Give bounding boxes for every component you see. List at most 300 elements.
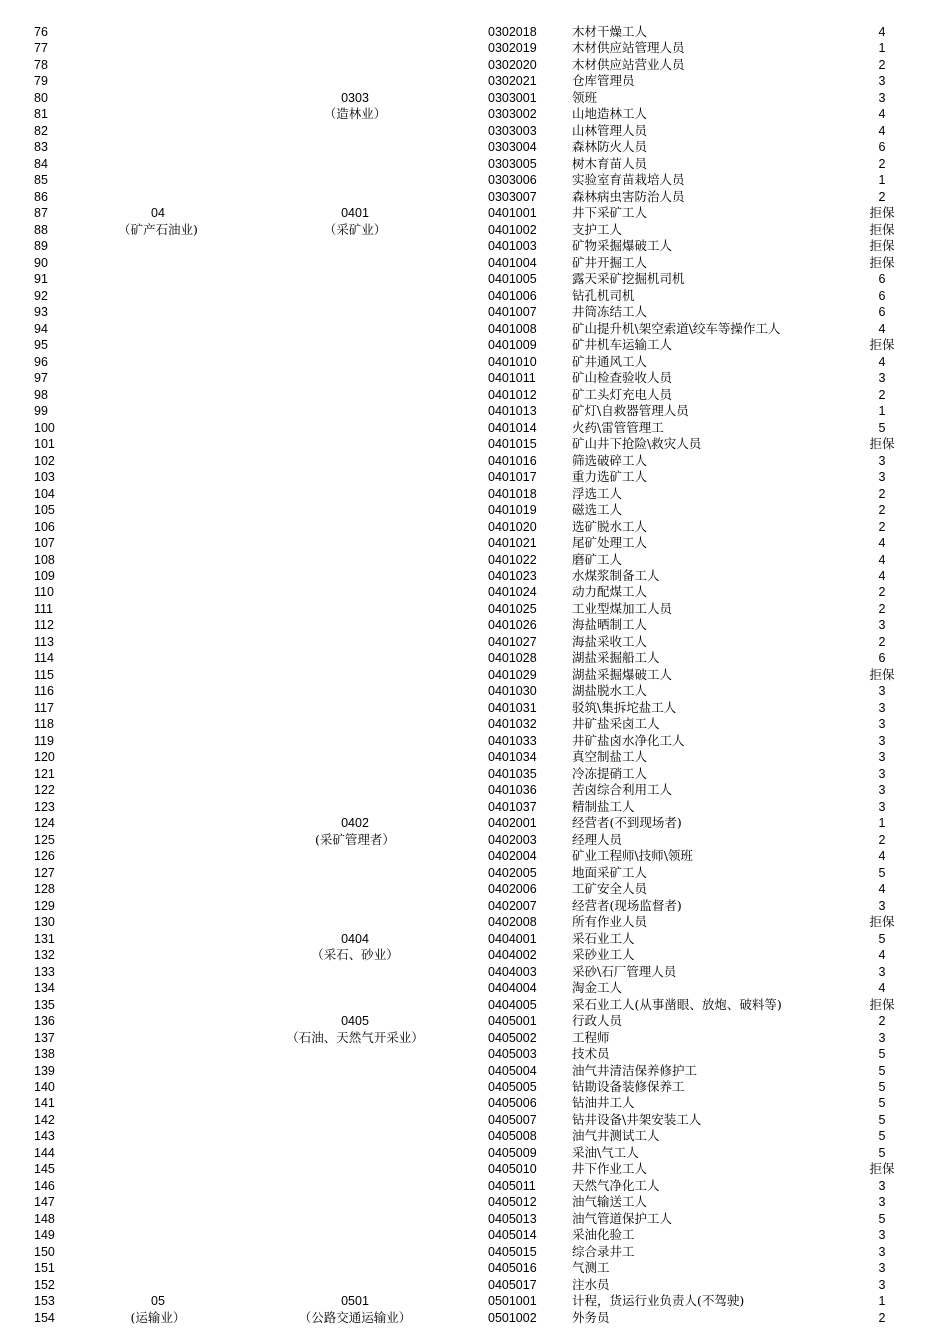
occupation-code: 0404003 bbox=[488, 964, 537, 979]
row-number: 142 bbox=[34, 1112, 55, 1127]
occupation-risk-table bbox=[0, 24, 950, 1326]
row-number: 117 bbox=[34, 700, 54, 715]
row-number: 124 bbox=[34, 816, 55, 831]
row-number: 129 bbox=[34, 898, 55, 913]
occupation-name: 冷冻提硝工人 bbox=[572, 765, 648, 781]
row-number: 84 bbox=[34, 156, 48, 171]
occupation-name: 井下采矿工人 bbox=[572, 205, 648, 221]
risk-class: 2 bbox=[878, 601, 886, 616]
row-number: 115 bbox=[34, 667, 54, 682]
category-label: (运输业） bbox=[130, 1309, 186, 1325]
row-number: 83 bbox=[34, 140, 48, 155]
row-number: 141 bbox=[34, 1096, 55, 1111]
occupation-code: 0405009 bbox=[488, 1145, 537, 1160]
occupation-code: 0401031 bbox=[488, 700, 537, 715]
category-label: 05 bbox=[151, 1294, 165, 1309]
table-row bbox=[0, 1211, 950, 1227]
table-row bbox=[0, 914, 950, 930]
risk-class: 3 bbox=[878, 1178, 886, 1193]
occupation-name: 采砂\石厂管理人员 bbox=[572, 963, 677, 979]
risk-class: 拒保 bbox=[869, 221, 895, 237]
occupation-name: 木材干燥工人 bbox=[572, 24, 648, 39]
table-row bbox=[0, 1079, 950, 1095]
risk-class: 3 bbox=[878, 766, 886, 781]
risk-class: 3 bbox=[878, 1261, 886, 1276]
table-row bbox=[0, 354, 950, 370]
risk-class: 拒保 bbox=[869, 238, 895, 254]
risk-class: 2 bbox=[878, 1310, 886, 1325]
occupation-code: 0405014 bbox=[488, 1228, 537, 1243]
occupation-name: 驳筑\集拆坨盐工人 bbox=[572, 699, 677, 715]
risk-class: 拒保 bbox=[869, 205, 895, 221]
occupation-name: 淘金工人 bbox=[572, 980, 623, 996]
occupation-code: 0401009 bbox=[488, 338, 537, 353]
row-number: 89 bbox=[34, 239, 48, 254]
row-number: 135 bbox=[34, 997, 55, 1012]
row-number: 91 bbox=[34, 272, 48, 287]
occupation-code: 0303006 bbox=[488, 173, 537, 188]
occupation-name: 钻勘设备装修保养工 bbox=[572, 1079, 685, 1094]
occupation-name: 筛选破碎工人 bbox=[572, 452, 648, 468]
risk-class: 5 bbox=[878, 1080, 886, 1094]
occupation-name: 重力选矿工人 bbox=[572, 469, 648, 485]
table-row bbox=[0, 898, 950, 914]
table-row bbox=[0, 617, 950, 633]
risk-class: 4 bbox=[878, 981, 886, 996]
subcategory-label: (采矿管理者） bbox=[315, 831, 395, 847]
occupation-code: 0401006 bbox=[488, 288, 537, 303]
occupation-code: 0401027 bbox=[488, 634, 537, 649]
risk-class: 3 bbox=[878, 964, 886, 979]
row-number: 97 bbox=[34, 371, 48, 386]
table-row bbox=[0, 667, 950, 683]
row-number: 81 bbox=[34, 107, 48, 122]
row-number: 106 bbox=[34, 519, 55, 534]
occupation-code: 0401016 bbox=[488, 453, 537, 468]
occupation-code: 0405004 bbox=[488, 1063, 537, 1078]
table-row bbox=[0, 288, 950, 304]
row-number: 152 bbox=[34, 1277, 55, 1292]
risk-class: 1 bbox=[878, 404, 886, 419]
table-row bbox=[0, 931, 950, 947]
table-row bbox=[0, 1030, 950, 1046]
risk-class: 3 bbox=[878, 470, 886, 485]
risk-class: 2 bbox=[878, 189, 886, 204]
occupation-code: 0405006 bbox=[488, 1096, 537, 1111]
table-row bbox=[0, 1128, 950, 1144]
table-row bbox=[0, 403, 950, 419]
risk-class: 拒保 bbox=[869, 914, 895, 930]
occupation-code: 0401014 bbox=[488, 420, 537, 435]
subcategory-label: （采矿业） bbox=[323, 221, 387, 237]
row-number: 78 bbox=[34, 57, 48, 72]
risk-class: 1 bbox=[878, 41, 886, 56]
occupation-code: 0404005 bbox=[488, 997, 537, 1012]
occupation-name: 地面采矿工人 bbox=[572, 864, 648, 880]
occupation-name: 露天采矿挖掘机司机 bbox=[572, 271, 685, 287]
table-row bbox=[0, 40, 950, 56]
risk-class: 拒保 bbox=[869, 1161, 895, 1177]
table-row bbox=[0, 502, 950, 518]
risk-class: 3 bbox=[878, 1244, 886, 1259]
table-row bbox=[0, 1046, 950, 1062]
table-row bbox=[0, 634, 950, 650]
risk-class: 1 bbox=[878, 173, 886, 188]
occupation-code: 0303003 bbox=[488, 123, 537, 138]
row-number: 133 bbox=[34, 964, 55, 979]
occupation-code: 0401037 bbox=[488, 799, 537, 814]
row-number: 98 bbox=[34, 387, 48, 402]
row-number: 128 bbox=[34, 882, 55, 897]
row-number: 127 bbox=[34, 865, 55, 880]
occupation-name: 领班 bbox=[572, 89, 598, 105]
row-number: 82 bbox=[34, 123, 48, 138]
table-row bbox=[0, 1063, 950, 1079]
occupation-code: 0401013 bbox=[488, 404, 537, 419]
occupation-code: 0402007 bbox=[488, 898, 537, 913]
table-row bbox=[0, 766, 950, 782]
occupation-name: 选矿脱水工人 bbox=[572, 518, 648, 534]
table-row bbox=[0, 782, 950, 798]
row-number: 123 bbox=[34, 799, 55, 814]
table-row bbox=[0, 172, 950, 188]
table-row bbox=[0, 865, 950, 881]
row-number: 145 bbox=[34, 1162, 55, 1177]
row-number: 111 bbox=[34, 601, 54, 616]
row-number: 131 bbox=[34, 931, 55, 946]
occupation-name: 山林管理人员 bbox=[572, 122, 648, 138]
table-row bbox=[0, 799, 950, 815]
table-row bbox=[0, 1293, 950, 1309]
row-number: 136 bbox=[34, 1014, 55, 1029]
occupation-name: 木材供应站管理人员 bbox=[572, 40, 685, 56]
row-number: 77 bbox=[34, 41, 48, 56]
occupation-name: 计程，货运行业负责人(不驾驶) bbox=[572, 1293, 745, 1309]
occupation-code: 0401034 bbox=[488, 750, 537, 765]
occupation-code: 0401026 bbox=[488, 618, 537, 633]
table-row bbox=[0, 519, 950, 535]
occupation-name: 树木育苗人员 bbox=[572, 155, 648, 171]
table-row bbox=[0, 650, 950, 666]
row-number: 126 bbox=[34, 849, 55, 864]
table-row bbox=[0, 1194, 950, 1210]
row-number: 150 bbox=[34, 1244, 55, 1259]
table-row bbox=[0, 387, 950, 403]
occupation-code: 0405016 bbox=[488, 1261, 537, 1276]
table-row bbox=[0, 716, 950, 732]
row-number: 144 bbox=[34, 1145, 55, 1160]
occupation-code: 0401023 bbox=[488, 568, 537, 583]
occupation-code: 0405015 bbox=[488, 1244, 537, 1259]
table-row bbox=[0, 700, 950, 716]
risk-class: 5 bbox=[878, 420, 886, 435]
risk-class: 1 bbox=[878, 816, 886, 831]
row-number: 80 bbox=[34, 90, 48, 105]
row-number: 86 bbox=[34, 189, 48, 204]
row-number: 112 bbox=[34, 618, 54, 633]
risk-class: 3 bbox=[878, 453, 886, 468]
table-row bbox=[0, 1310, 950, 1326]
risk-class: 5 bbox=[878, 1047, 886, 1062]
table-row bbox=[0, 601, 950, 617]
risk-class: 4 bbox=[878, 536, 886, 551]
occupation-name: 工矿安全人员 bbox=[572, 881, 648, 897]
occupation-name: 精制盐工人 bbox=[572, 798, 635, 814]
row-number: 85 bbox=[34, 173, 48, 188]
occupation-name: 矿工头灯充电人员 bbox=[572, 386, 673, 402]
occupation-name: 磁选工人 bbox=[572, 502, 623, 518]
occupation-name: 森林防火人员 bbox=[572, 139, 648, 155]
occupation-name: 气测工 bbox=[572, 1260, 610, 1276]
table-row bbox=[0, 123, 950, 139]
occupation-name: 行政人员 bbox=[572, 1013, 623, 1029]
occupation-name: 矿井开掘工人 bbox=[572, 254, 648, 270]
table-row bbox=[0, 1145, 950, 1161]
occupation-name: 钻油井工人 bbox=[572, 1095, 635, 1111]
table-row bbox=[0, 436, 950, 452]
row-number: 103 bbox=[34, 470, 55, 485]
risk-class: 3 bbox=[878, 371, 886, 386]
occupation-name: 湖盐脱水工人 bbox=[572, 683, 648, 699]
occupation-code: 0404001 bbox=[488, 931, 537, 946]
occupation-name: 山地造林工人 bbox=[572, 106, 648, 122]
row-number: 154 bbox=[34, 1310, 55, 1325]
occupation-name: 油气输送工人 bbox=[572, 1194, 648, 1210]
occupation-code: 0401003 bbox=[488, 239, 537, 254]
table-row bbox=[0, 1112, 950, 1128]
subcategory-label: （采石、砂业） bbox=[311, 947, 399, 963]
risk-class: 2 bbox=[878, 486, 886, 501]
risk-class: 4 bbox=[878, 354, 886, 369]
risk-class: 2 bbox=[878, 57, 886, 72]
table-row bbox=[0, 222, 950, 238]
row-number: 121 bbox=[34, 766, 55, 781]
table-row bbox=[0, 271, 950, 287]
occupation-name: 木材供应站营业人员 bbox=[572, 56, 685, 72]
occupation-code: 0401019 bbox=[488, 503, 537, 518]
table-row bbox=[0, 453, 950, 469]
risk-class: 4 bbox=[878, 321, 886, 336]
row-number: 113 bbox=[34, 634, 54, 649]
occupation-name: 苦卤综合利用工人 bbox=[572, 782, 673, 798]
risk-class: 3 bbox=[878, 74, 886, 89]
occupation-code: 0401028 bbox=[488, 651, 537, 666]
occupation-name: 火药\雷管管理工 bbox=[572, 419, 664, 435]
occupation-code: 0303001 bbox=[488, 90, 537, 105]
occupation-name: 采油化验工 bbox=[572, 1227, 635, 1243]
occupation-code: 0302019 bbox=[488, 41, 537, 56]
occupation-code: 0302021 bbox=[488, 74, 537, 89]
row-number: 110 bbox=[34, 585, 54, 600]
occupation-name: 井下作业工人 bbox=[572, 1161, 648, 1177]
occupation-code: 0302018 bbox=[488, 25, 537, 39]
risk-class: 3 bbox=[878, 783, 886, 798]
table-row bbox=[0, 1260, 950, 1276]
occupation-name: 动力配煤工人 bbox=[572, 584, 648, 600]
occupation-name: 湖盐采掘爆破工人 bbox=[572, 666, 673, 682]
table-row bbox=[0, 321, 950, 337]
occupation-name: 综合录井工 bbox=[572, 1243, 635, 1259]
occupation-name: 采石业工人 bbox=[572, 930, 635, 946]
occupation-code: 0402005 bbox=[488, 865, 537, 880]
occupation-name: 矿山检查验收人员 bbox=[572, 370, 673, 386]
occupation-name: 技术员 bbox=[572, 1046, 610, 1062]
occupation-code: 0401008 bbox=[488, 321, 537, 336]
risk-class: 5 bbox=[878, 1112, 886, 1127]
table-row bbox=[0, 189, 950, 205]
table-row bbox=[0, 156, 950, 172]
row-number: 94 bbox=[34, 321, 48, 336]
occupation-code: 0401018 bbox=[488, 486, 537, 501]
row-number: 99 bbox=[34, 404, 48, 419]
row-number: 109 bbox=[34, 568, 55, 583]
subcategory-label: （公路交通运输业） bbox=[298, 1309, 412, 1325]
risk-class: 3 bbox=[878, 799, 886, 814]
risk-class: 3 bbox=[878, 1030, 886, 1045]
row-number: 100 bbox=[34, 420, 55, 435]
occupation-name: 海盐晒制工人 bbox=[572, 617, 648, 633]
row-number: 119 bbox=[34, 733, 54, 748]
occupation-name: 油气井测试工人 bbox=[572, 1128, 660, 1144]
risk-class: 4 bbox=[878, 849, 886, 864]
row-number: 96 bbox=[34, 354, 48, 369]
row-number: 105 bbox=[34, 503, 55, 518]
occupation-name: 矿灯\自救器管理人员 bbox=[572, 403, 689, 419]
row-number: 134 bbox=[34, 981, 55, 996]
risk-class: 2 bbox=[878, 1014, 886, 1029]
table-row bbox=[0, 683, 950, 699]
risk-class: 3 bbox=[878, 750, 886, 765]
table-row bbox=[0, 552, 950, 568]
table-row bbox=[0, 947, 950, 963]
table-row bbox=[0, 205, 950, 221]
risk-class: 3 bbox=[878, 90, 886, 105]
risk-class: 3 bbox=[878, 898, 886, 913]
table-row bbox=[0, 57, 950, 73]
occupation-code: 0401036 bbox=[488, 783, 537, 798]
table-row bbox=[0, 733, 950, 749]
risk-class: 拒保 bbox=[869, 666, 895, 682]
occupation-name: 所有作业人员 bbox=[572, 914, 648, 930]
risk-class: 拒保 bbox=[869, 996, 895, 1012]
occupation-name: 采石业工人(从事凿眼、放炮、破料等) bbox=[572, 996, 782, 1012]
table-row bbox=[0, 1178, 950, 1194]
table-row bbox=[0, 815, 950, 831]
occupation-code: 0405005 bbox=[488, 1080, 537, 1094]
row-number: 93 bbox=[34, 305, 48, 320]
occupation-name: 注水员 bbox=[572, 1276, 610, 1292]
occupation-code: 0303004 bbox=[488, 140, 537, 155]
occupation-code: 0401030 bbox=[488, 684, 537, 699]
occupation-code: 0405002 bbox=[488, 1030, 537, 1045]
occupation-code: 0302020 bbox=[488, 57, 537, 72]
occupation-code: 0405007 bbox=[488, 1112, 537, 1127]
occupation-code: 0405012 bbox=[488, 1195, 537, 1210]
risk-class: 6 bbox=[878, 140, 886, 155]
occupation-name: 工程师 bbox=[572, 1029, 610, 1045]
occupation-name: 外务员 bbox=[572, 1309, 610, 1325]
row-number: 102 bbox=[34, 453, 55, 468]
occupation-code: 0401004 bbox=[488, 255, 537, 270]
occupation-code: 0303007 bbox=[488, 189, 537, 204]
occupation-name: 海盐采收工人 bbox=[572, 633, 648, 649]
row-number: 108 bbox=[34, 552, 55, 567]
row-number: 139 bbox=[34, 1063, 55, 1078]
occupation-name: 矿井机车运输工人 bbox=[572, 337, 673, 353]
row-number: 79 bbox=[34, 74, 48, 89]
occupation-code: 0404002 bbox=[488, 948, 537, 963]
table-row bbox=[0, 1013, 950, 1029]
row-number: 153 bbox=[34, 1294, 55, 1309]
occupation-code: 0404004 bbox=[488, 981, 537, 996]
subcategory-label: 0405 bbox=[341, 1014, 369, 1029]
occupation-name: 采砂业工人 bbox=[572, 947, 635, 963]
subcategory-label: （造林业） bbox=[323, 106, 387, 122]
row-number: 140 bbox=[34, 1080, 55, 1094]
occupation-code: 0405010 bbox=[488, 1162, 537, 1177]
table-row bbox=[0, 848, 950, 864]
row-number: 147 bbox=[34, 1195, 55, 1210]
risk-class: 2 bbox=[878, 832, 886, 847]
occupation-name: 井筒冻结工人 bbox=[572, 304, 648, 320]
row-number: 130 bbox=[34, 915, 55, 930]
risk-class: 3 bbox=[878, 684, 886, 699]
occupation-name: 油气管道保护工人 bbox=[572, 1210, 673, 1226]
table-row bbox=[0, 24, 950, 40]
occupation-name: 天然气净化工人 bbox=[572, 1177, 660, 1193]
occupation-name: 钻井设备\井架安装工人 bbox=[572, 1111, 702, 1127]
category-label: （矿产石油业) bbox=[118, 221, 198, 237]
table-row bbox=[0, 1161, 950, 1177]
row-number: 88 bbox=[34, 222, 48, 237]
row-number: 120 bbox=[34, 750, 55, 765]
row-number: 143 bbox=[34, 1129, 55, 1144]
occupation-name: 尾矿处理工人 bbox=[572, 535, 648, 551]
occupation-code: 0402004 bbox=[488, 849, 537, 864]
row-number: 92 bbox=[34, 288, 48, 303]
occupation-code: 0402008 bbox=[488, 915, 537, 930]
risk-class: 3 bbox=[878, 1195, 886, 1210]
occupation-code: 0405011 bbox=[488, 1178, 536, 1193]
occupation-name: 森林病虫害防治人员 bbox=[572, 188, 685, 204]
table-row bbox=[0, 238, 950, 254]
row-number: 148 bbox=[34, 1211, 55, 1226]
risk-class: 2 bbox=[878, 634, 886, 649]
occupation-code: 0401005 bbox=[488, 272, 537, 287]
occupation-name: 矿山井下抢险\救灾人员 bbox=[572, 436, 702, 452]
occupation-code: 0401032 bbox=[488, 717, 537, 732]
row-number: 107 bbox=[34, 536, 55, 551]
subcategory-label: 0501 bbox=[341, 1294, 369, 1309]
occupation-name: 真空制盐工人 bbox=[572, 749, 648, 765]
row-number: 95 bbox=[34, 338, 48, 353]
risk-class: 2 bbox=[878, 387, 886, 402]
occupation-code: 0401029 bbox=[488, 667, 537, 682]
row-number: 87 bbox=[34, 206, 48, 221]
table-row bbox=[0, 337, 950, 353]
risk-class: 6 bbox=[878, 651, 886, 666]
row-number: 118 bbox=[34, 717, 54, 732]
occupation-name: 工业型煤加工人员 bbox=[572, 600, 673, 616]
risk-class: 5 bbox=[878, 931, 886, 946]
subcategory-label: 0404 bbox=[341, 931, 369, 946]
row-number: 138 bbox=[34, 1047, 55, 1062]
table-row bbox=[0, 535, 950, 551]
table-row bbox=[0, 255, 950, 271]
occupation-code: 0401025 bbox=[488, 601, 537, 616]
occupation-code: 0401021 bbox=[488, 536, 537, 551]
occupation-code: 0303002 bbox=[488, 107, 537, 122]
